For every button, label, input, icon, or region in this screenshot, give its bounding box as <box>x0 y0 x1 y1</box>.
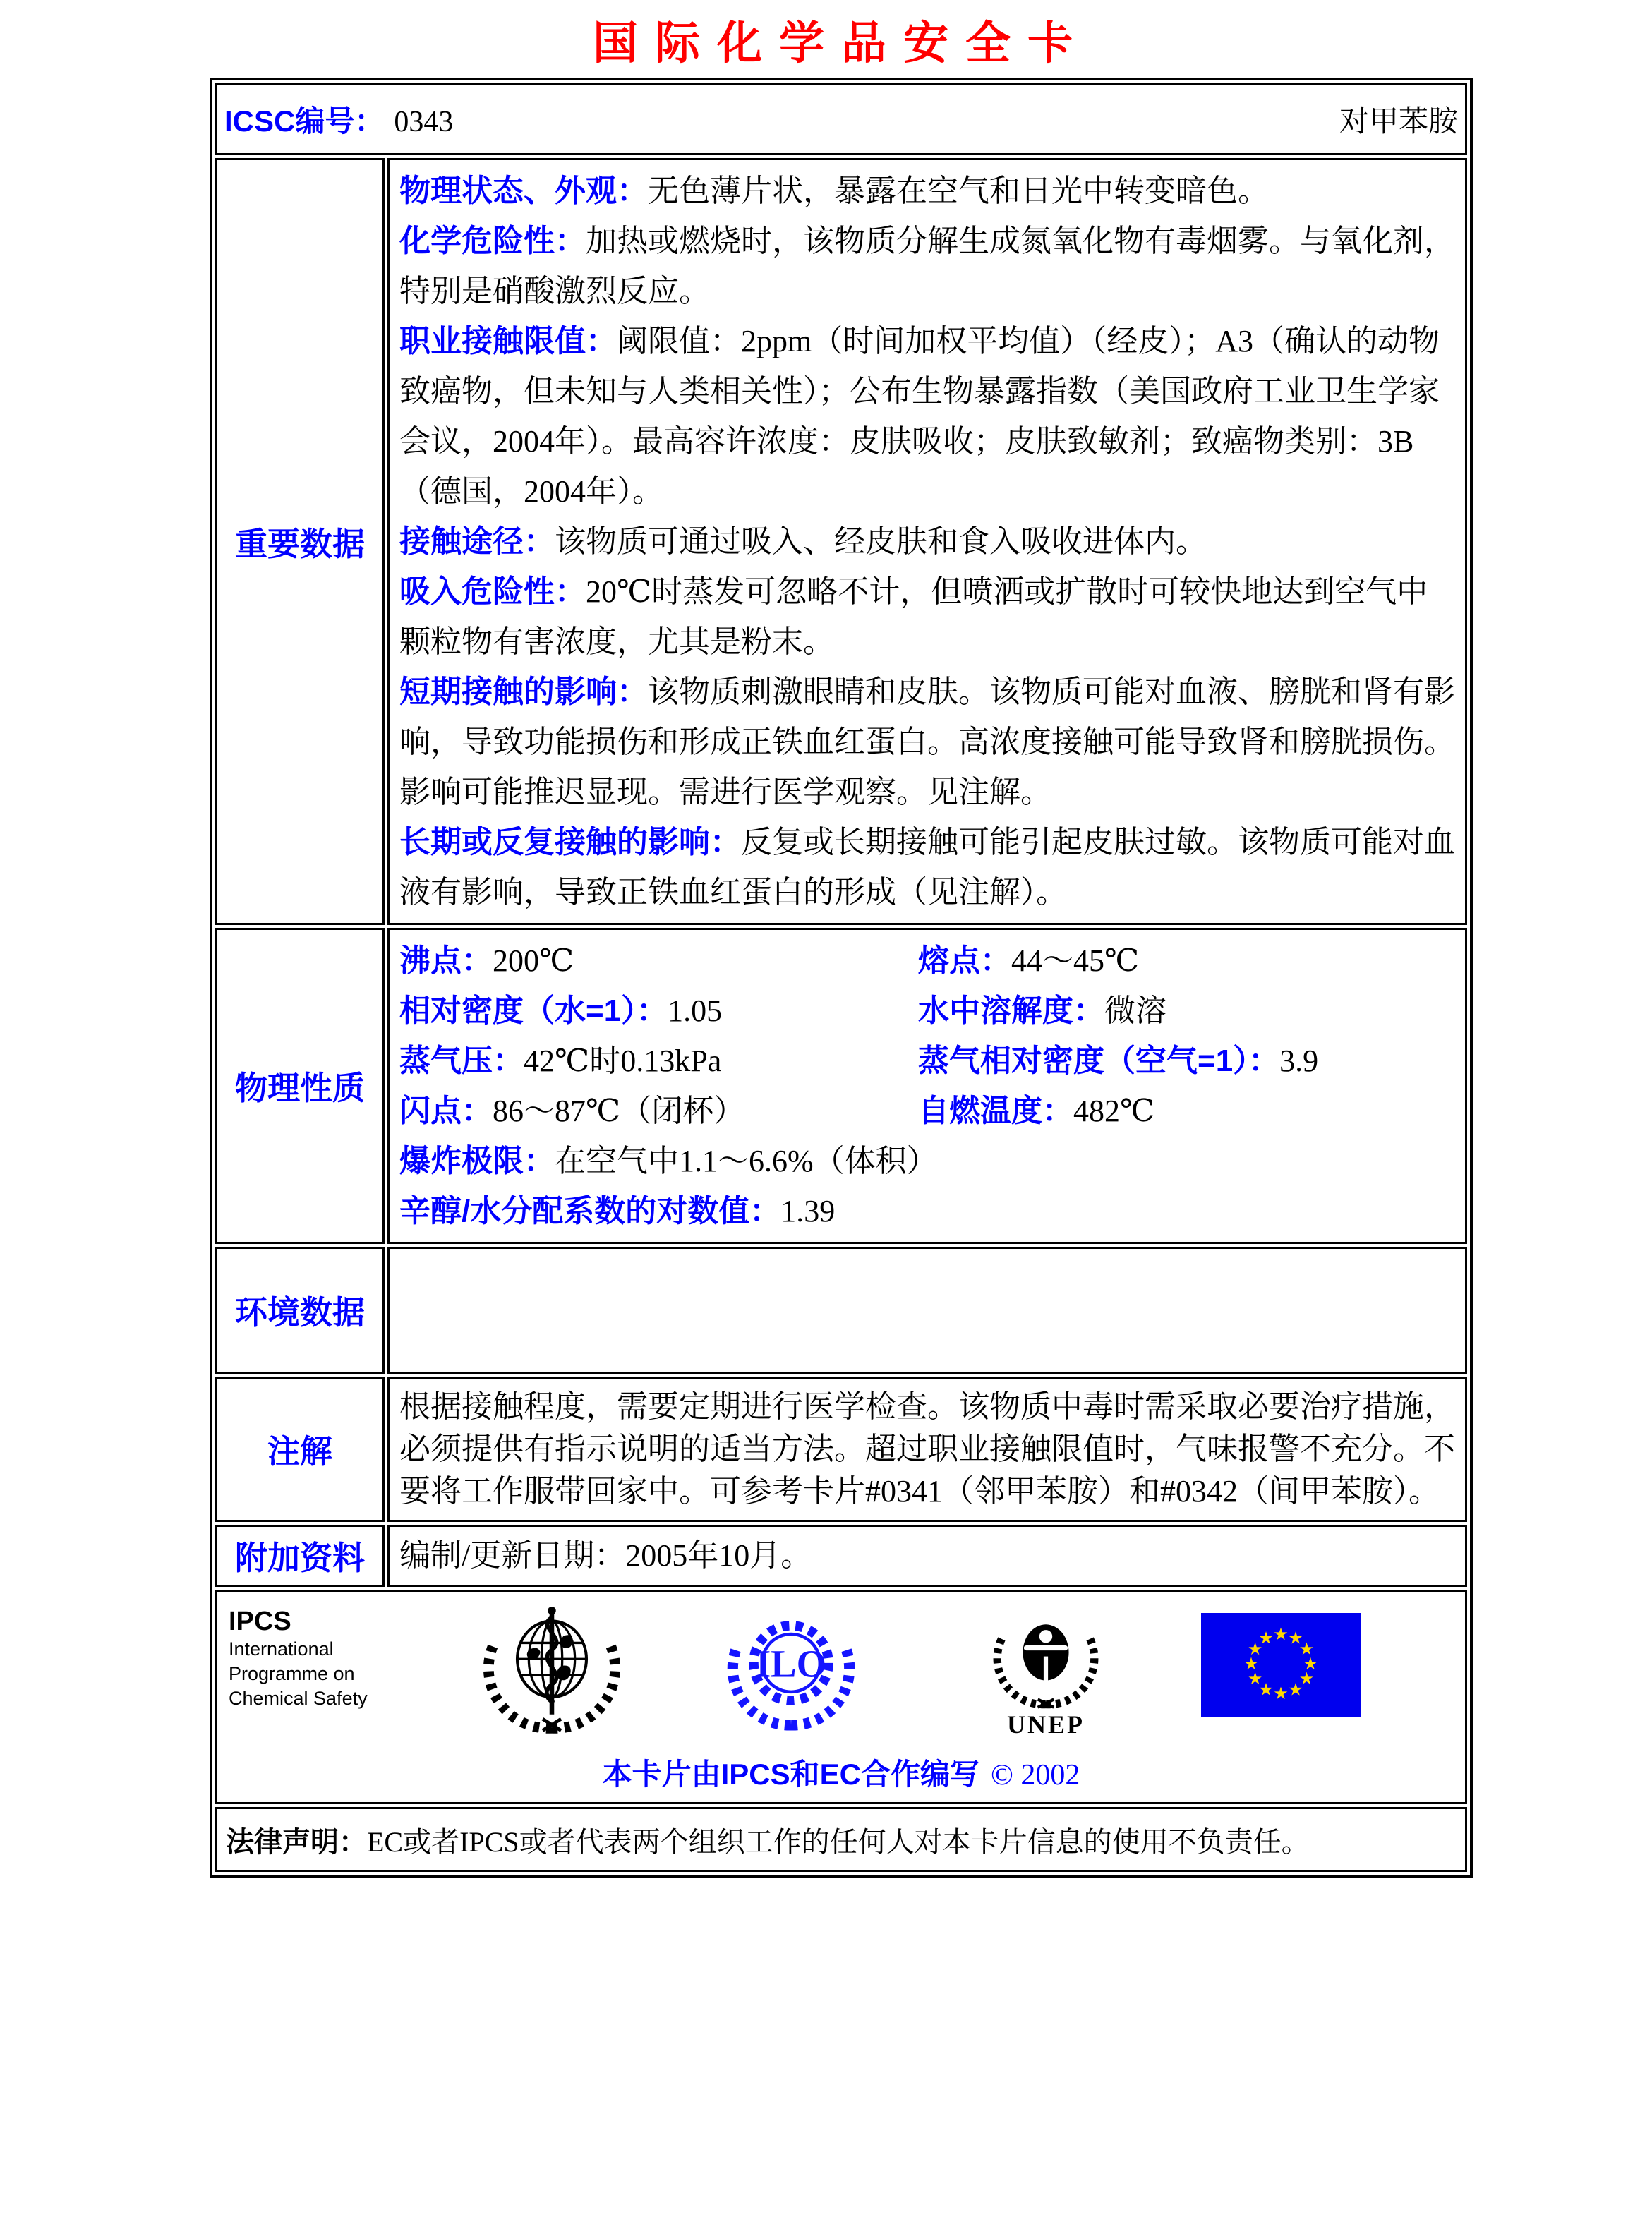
credit-line <box>229 1751 1454 1794</box>
important-data-item <box>399 567 1455 667</box>
legal-text: EC或者IPCS或者代表两个组织工作的任何人对本卡片信息的使用不负责任。 <box>367 1825 1310 1858</box>
property-value: 42℃时0.13kPa <box>524 1044 722 1078</box>
property-value: 482℃ <box>1073 1094 1155 1128</box>
row-label-additional-info: 附加资料 <box>215 1525 385 1587</box>
item-text: 20℃时蒸发可忽略不计，但喷洒或扩散时可较快地达到空气中颗粒物有害浓度，尤其是粉末。 <box>399 574 1428 659</box>
property-label: 爆炸极限： <box>399 1144 555 1178</box>
property <box>399 1136 1455 1186</box>
property-value: 86～87℃（闭杯） <box>493 1094 745 1128</box>
environmental-data-row <box>215 1247 1467 1374</box>
icsc-number-label: ICSC编号： <box>224 104 385 138</box>
item-label: 短期接触的影响： <box>399 675 648 709</box>
row-label-important-data: 重要数据 <box>215 158 385 925</box>
icsc-number-group <box>224 98 453 140</box>
logo-strip <box>229 1596 1454 1746</box>
svg-text:★: ★ <box>1303 1655 1318 1674</box>
svg-text:★: ★ <box>1298 1640 1315 1659</box>
legal-row <box>215 1807 1467 1872</box>
physical-properties-grid <box>399 936 1455 1136</box>
notes-row <box>215 1377 1467 1522</box>
property-label: 沸点： <box>399 943 493 978</box>
property-label: 蒸气相对密度（空气=1）： <box>918 1044 1280 1078</box>
physical-properties-row <box>215 928 1467 1244</box>
property-value: 3.9 <box>1279 1044 1319 1078</box>
ipcs-line: Chemical Safety <box>229 1688 368 1709</box>
svg-text:★: ★ <box>1258 1629 1274 1648</box>
important-data-item <box>399 216 1455 316</box>
property <box>399 1186 1455 1236</box>
property-label: 自燃温度： <box>918 1094 1073 1128</box>
item-text: 该物质可通过吸入、经皮肤和食入吸收进体内。 <box>555 524 1207 559</box>
property-label: 辛醇/水分配系数的对数值： <box>399 1194 781 1228</box>
property <box>918 1086 1455 1136</box>
eu-flag-icon <box>1201 1613 1361 1717</box>
item-text: 无色薄片状，暴露在空气和日光中转变暗色。 <box>648 174 1269 208</box>
property-value: 200℃ <box>493 943 574 978</box>
important-data-item <box>399 516 1455 567</box>
ipcs-acronym: IPCS <box>229 1607 291 1636</box>
item-label: 职业接触限值： <box>399 324 617 358</box>
property-label: 闪点： <box>399 1094 493 1128</box>
logos-row <box>215 1590 1467 1804</box>
item-text: 加热或燃烧时，该物质分解生成氮氧化物有毒烟雾。与氧化剂，特别是硝酸激烈反应。 <box>399 224 1455 308</box>
svg-text:★: ★ <box>1288 1629 1303 1648</box>
unep-label: UNEP <box>1007 1710 1085 1739</box>
who-logo-icon <box>483 1599 621 1740</box>
svg-text:★: ★ <box>1288 1681 1303 1700</box>
notes-content: 根据接触程度，需要定期进行医学检查。该物质中毒时需采取必要治疗措施，必须提供有指示说明的适当方法。超过职业接触限值时，气味报警不充分。不要将工作服带回家中。可参考卡片#0341（邻甲苯胺）和#0342（间甲苯胺）。 <box>387 1377 1467 1522</box>
page-title: 国际化学品安全卡 <box>593 18 1090 68</box>
property <box>399 986 918 1036</box>
property <box>918 986 1455 1036</box>
copyright-text: © 2002 <box>990 1759 1080 1791</box>
property <box>918 936 1455 986</box>
physical-properties-content <box>387 928 1467 1244</box>
unep-logo-icon <box>986 1604 1106 1710</box>
important-data-item <box>399 667 1455 817</box>
property-label: 蒸气压： <box>399 1044 524 1078</box>
ilo-logo-icon <box>727 1603 855 1732</box>
property-value: 44～45℃ <box>1011 943 1140 978</box>
ilo-monogram: ILO <box>755 1642 827 1686</box>
chemical-name: 对甲苯胺 <box>1339 106 1458 138</box>
environmental-data-content <box>387 1247 1467 1374</box>
header-row <box>215 83 1467 155</box>
svg-text:★: ★ <box>1298 1670 1315 1688</box>
property <box>399 1036 918 1086</box>
property <box>399 936 918 986</box>
ipcs-line: International <box>229 1638 334 1660</box>
icsc-number-value: 0343 <box>394 106 454 138</box>
item-label: 接触途径： <box>399 524 555 559</box>
icsc-table <box>210 78 1473 1878</box>
important-data-item <box>399 166 1455 216</box>
svg-text:★: ★ <box>1247 1670 1263 1688</box>
property <box>399 1086 918 1136</box>
ipcs-line: Programme on <box>229 1663 355 1684</box>
header-cell <box>215 83 1467 155</box>
row-label-notes: 注解 <box>215 1377 385 1522</box>
important-data-content <box>387 158 1467 925</box>
item-text: 该物质刺激眼睛和皮肤。该物质可能对血液、膀胱和肾有影响，导致功能损伤和形成正铁血红蛋白。高浓度接触可能导致肾和膀胱损伤。影响可能推迟显现。需进行医学观察。见注解。 <box>399 675 1455 809</box>
additional-info-row <box>215 1525 1467 1587</box>
important-data-item <box>399 817 1455 917</box>
unep-logo-block <box>986 1604 1106 1739</box>
legal-cell <box>215 1807 1467 1872</box>
ipcs-text-block <box>229 1606 405 1711</box>
row-label-environmental-data: 环境数据 <box>215 1247 385 1374</box>
property <box>918 1036 1455 1086</box>
property-label: 熔点： <box>918 943 1011 978</box>
additional-info-content: 编制/更新日期：2005年10月。 <box>387 1525 1467 1587</box>
svg-text:★: ★ <box>1243 1655 1259 1674</box>
logos-cell <box>215 1590 1467 1804</box>
item-label: 化学危险性： <box>399 224 586 258</box>
property-value: 1.05 <box>668 993 723 1028</box>
item-label: 长期或反复接触的影响： <box>399 825 741 859</box>
item-label: 吸入危险性： <box>399 574 586 609</box>
property-value: 微溶 <box>1104 993 1166 1028</box>
row-label-physical-properties: 物理性质 <box>215 928 385 1244</box>
item-text: 反复或长期接触可能引起皮肤过敏。该物质可能对血液有影响，导致正铁血红蛋白的形成（见注解）。 <box>399 825 1455 909</box>
legal-label: 法律声明： <box>226 1826 367 1858</box>
important-data-row <box>215 158 1467 925</box>
property-label: 相对密度（水=1）： <box>399 993 668 1028</box>
property-value: 1.39 <box>780 1194 836 1228</box>
item-label: 物理状态、外观： <box>399 174 648 208</box>
property-value: 在空气中1.1～6.6%（体积） <box>555 1144 938 1178</box>
svg-text:★: ★ <box>1258 1681 1274 1700</box>
icsc-card <box>210 78 1473 1878</box>
svg-text:★: ★ <box>1273 1626 1289 1644</box>
item-text: 阈限值：2ppm（时间加权平均值）（经皮）；A3（确认的动物致癌物，但未知与人类相关性）；公布生物暴露指数（美国政府工业卫生学家会议，2004年）。最高容许浓度：皮肤吸收；皮肤致敏剂；致癌物类别：3B（德国，2004年）。 <box>399 324 1440 509</box>
property-label: 水中溶解度： <box>918 993 1104 1028</box>
svg-text:★: ★ <box>1247 1640 1263 1659</box>
credit-text: 本卡片由IPCS和EC合作编写 <box>602 1758 979 1791</box>
svg-text:★: ★ <box>1273 1685 1289 1703</box>
important-data-item <box>399 316 1455 516</box>
